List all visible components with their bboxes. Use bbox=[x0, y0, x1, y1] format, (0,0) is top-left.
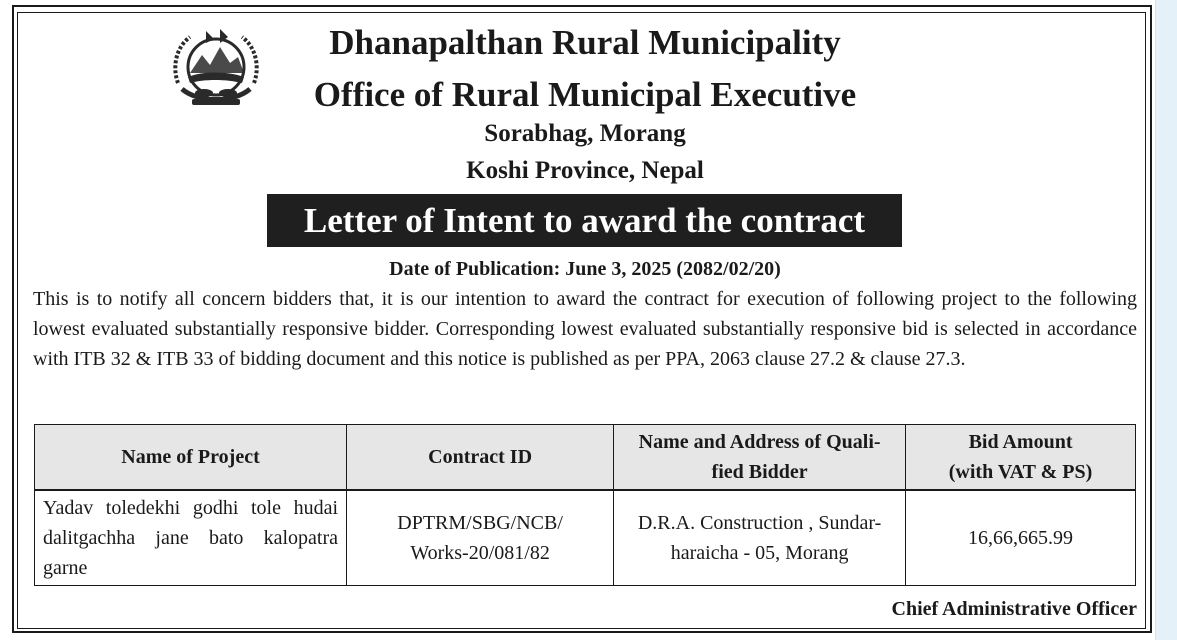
cell-bidder bbox=[614, 490, 906, 586]
cell-contract-id-line2: Works-20/081/82 bbox=[410, 542, 550, 564]
notice-body: This is to notify all concern bidders that, it is our intention to award the contract for execution of following project to the following lowest evaluated substantially responsive bidder. Corresponding lowest evaluated substantially responsive bid is selected in accordance with ITB 32 & ITB 33 of bidding document and this notice is published as per PPA, 2063 clause 27.2 & clause 27.3. bbox=[33, 288, 1137, 370]
header-amount-line2: (with VAT & PS) bbox=[948, 461, 1093, 483]
header-bidder bbox=[614, 425, 906, 491]
office-name: Office of Rural Municipal Executive bbox=[313, 75, 857, 114]
cell-bidder-line2: haraicha - 05, Morang bbox=[670, 542, 849, 564]
table-header-row bbox=[35, 425, 1136, 491]
cell-bidder-line1: D.R.A. Construction , Sundar- bbox=[637, 512, 882, 534]
signatory-title: Chief Administrative Officer bbox=[891, 598, 1137, 620]
header-amount-line1: Bid Amount bbox=[968, 431, 1073, 453]
award-table bbox=[34, 424, 1136, 586]
cell-project-name: Yadav toledekhi godhi tole hudai dalitgachha jane bato kalopatra garne bbox=[35, 490, 347, 586]
header-project-label: Name of Project bbox=[121, 446, 260, 468]
header-bidder-line2: fied Bidder bbox=[711, 461, 808, 483]
header-contract-id bbox=[347, 425, 614, 491]
page-side-strip bbox=[1155, 0, 1177, 640]
notice-title-banner: Letter of Intent to award the contract bbox=[267, 194, 902, 247]
municipality-name: Dhanapalthan Rural Municipality bbox=[329, 23, 841, 62]
office-location: Sorabhag, Morang bbox=[484, 120, 686, 147]
header-bid-amount bbox=[906, 425, 1136, 491]
cell-contract-id bbox=[347, 490, 614, 586]
publication-date: Date of Publication: June 3, 2025 (2082/02/20) bbox=[389, 258, 781, 280]
header-contract-id-label: Contract ID bbox=[428, 446, 533, 468]
table-row bbox=[35, 490, 1136, 586]
header-bidder-line1: Name and Address of Quali- bbox=[638, 431, 881, 453]
office-province: Koshi Province, Nepal bbox=[466, 157, 704, 184]
cell-bid-amount: 16,66,665.99 bbox=[906, 490, 1136, 586]
cell-contract-id-line1: DPTRM/SBG/NCB/ bbox=[397, 512, 563, 534]
header-project bbox=[35, 425, 347, 491]
